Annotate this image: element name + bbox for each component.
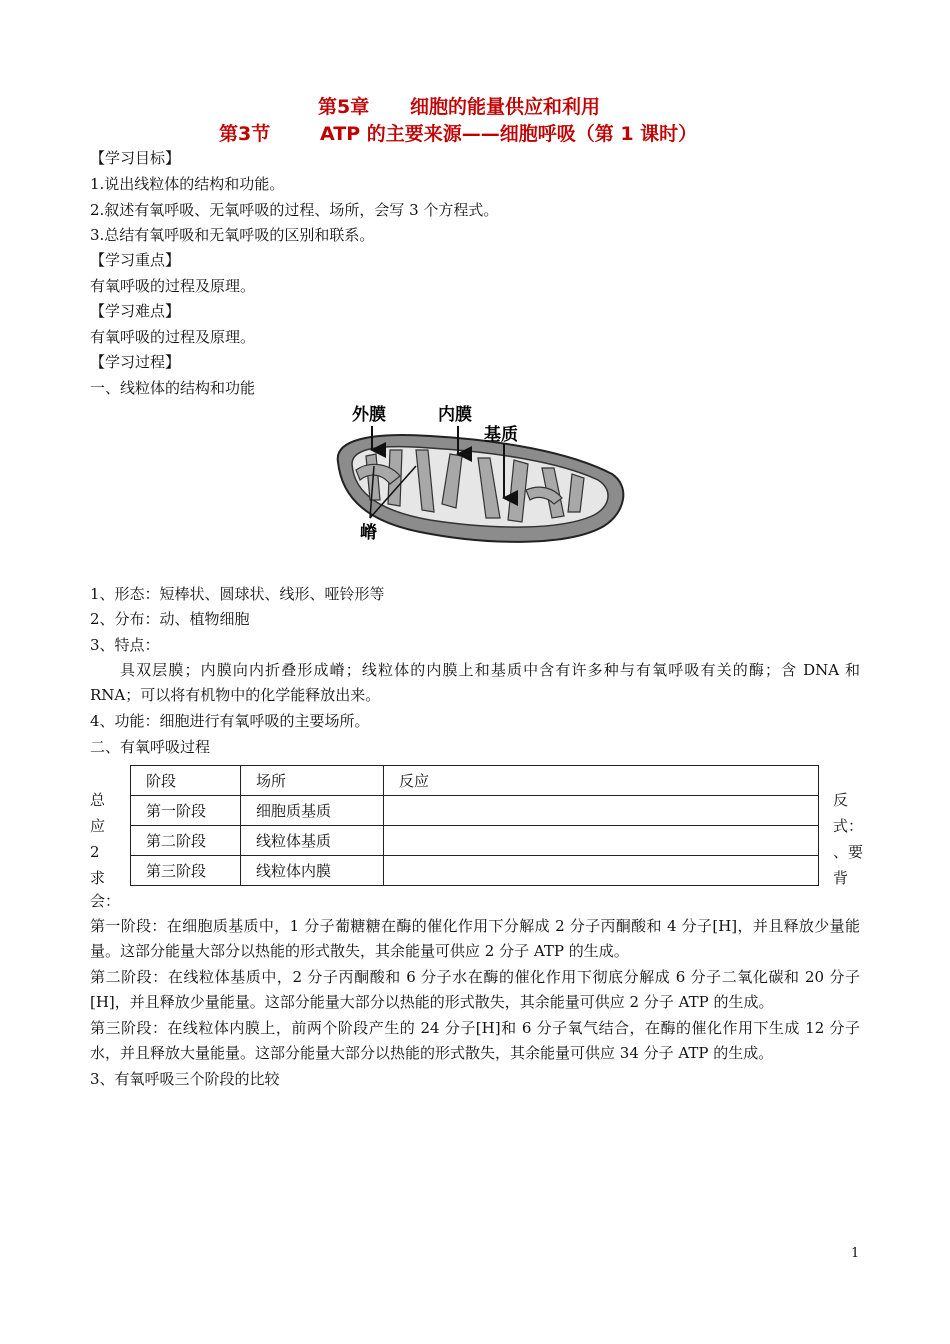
right-side-char: 、要: [833, 843, 864, 861]
objective-item-1: 1.说出线粒体的结构和功能。: [90, 175, 285, 193]
section-name: ATP 的主要来源——细胞呼吸（第 1 课时）: [320, 123, 698, 145]
shape-line: 1、形态：短棒状、圆球状、线形、哑铃形等: [90, 585, 385, 603]
reaction-cell: [384, 826, 819, 856]
key-point-text: 有氧呼吸的过程及原理。: [90, 277, 256, 295]
mitochondrion-figure: [330, 400, 630, 548]
stage3-text: 第三阶段：在线粒体内膜上，前两个阶段产生的 24 分子[H]和 6 分子氧气结合，在酶的催化作用下生成 12 分子水，并且释放大量能量。这部分能量大部分以热能的形式散失，其余能量可供应 34 分子 ATP 的生成。: [90, 1019, 860, 1062]
compare-heading: 3、有氧呼吸三个阶段的比较: [90, 1070, 280, 1088]
features-heading: 3、特点：: [90, 636, 160, 654]
function-line: 4、功能：细胞进行有氧呼吸的主要场所。: [90, 712, 370, 730]
stage-cell: 第三阶段: [131, 856, 241, 886]
section-number: 第3节: [219, 123, 271, 145]
aerobic-stages-table: [130, 765, 819, 886]
page-number: 1: [851, 1246, 860, 1261]
reaction-cell: [384, 856, 819, 886]
difficulty-heading: 【学习难点】: [90, 302, 181, 320]
stage-cell: 第二阶段: [131, 826, 241, 856]
table-row: [131, 856, 819, 886]
label-inner-membrane: 内膜: [438, 405, 472, 425]
location-cell: 线粒体基质: [241, 826, 384, 856]
right-side-char: 反: [833, 791, 849, 809]
header-stage: 阶段: [131, 766, 241, 796]
reaction-cell: [384, 796, 819, 826]
chapter-name: 细胞的能量供应和利用: [410, 96, 601, 118]
right-side-text: [833, 787, 873, 891]
distribution-line: 2、分布：动、植物细胞: [90, 610, 250, 628]
after-table-text: 会：: [90, 892, 121, 910]
location-cell: 线粒体内膜: [241, 856, 384, 886]
stage2-text: 第二阶段：在线粒体基质中，2 分子丙酮酸和 6 分子水在酶的催化作用下彻底分解成 6 分子二氧化碳和 20 分子[H]，并且释放少量能量。这部分能量大部分以热能的形式散失，其余能量可供应 2 分子 ATP 的生成。: [90, 968, 860, 1011]
left-side-char: 2: [90, 843, 100, 861]
objectives-heading: 【学习目标】: [90, 149, 181, 167]
features-text: 具双层膜；内膜向内折叠形成嵴；线粒体的内膜上和基质中含有许多种与有氧呼吸有关的酶；含 DNA 和 RNA；可以将有机物中的化学能释放出来。: [90, 661, 860, 704]
key-point-heading: 【学习重点】: [90, 251, 181, 269]
left-side-char: 求: [90, 869, 106, 887]
left-side-text: [90, 787, 120, 891]
table-row: [131, 796, 819, 826]
right-side-char: 背: [833, 869, 849, 887]
header-reaction: 反应: [384, 766, 819, 796]
table-header-row: [131, 766, 819, 796]
chapter-number: 第5章: [318, 96, 370, 118]
left-side-char: 应: [90, 817, 106, 835]
process-heading: 【学习过程】: [90, 353, 181, 371]
location-cell: 细胞质基质: [241, 796, 384, 826]
difficulty-text: 有氧呼吸的过程及原理。: [90, 328, 256, 346]
objective-item-2: 2.叙述有氧呼吸、无氧呼吸的过程、场所，会写 3 个方程式。: [90, 201, 499, 219]
stage-cell: 第一阶段: [131, 796, 241, 826]
header-location: 场所: [241, 766, 384, 796]
section1-heading: 一、线粒体的结构和功能: [90, 379, 256, 397]
table-row: [131, 826, 819, 856]
objective-item-3: 3.总结有氧呼吸和无氧呼吸的区别和联系。: [90, 226, 375, 244]
section2-heading: 二、有氧呼吸过程: [90, 738, 211, 756]
label-cristae: 嵴: [360, 523, 377, 543]
label-matrix: 基质: [484, 425, 518, 445]
left-side-char: 总: [90, 791, 106, 809]
right-side-char: 式：: [833, 817, 864, 835]
label-outer-membrane: 外膜: [352, 405, 386, 425]
stage1-text: 第一阶段：在细胞质基质中，1 分子葡糖糖在酶的催化作用下分解成 2 分子丙酮酸和 4 分子[H]，并且释放少量能量。这部分能量大部分以热能的形式散失，其余能量可供应 2 分子 ATP 的生成。: [90, 917, 860, 960]
